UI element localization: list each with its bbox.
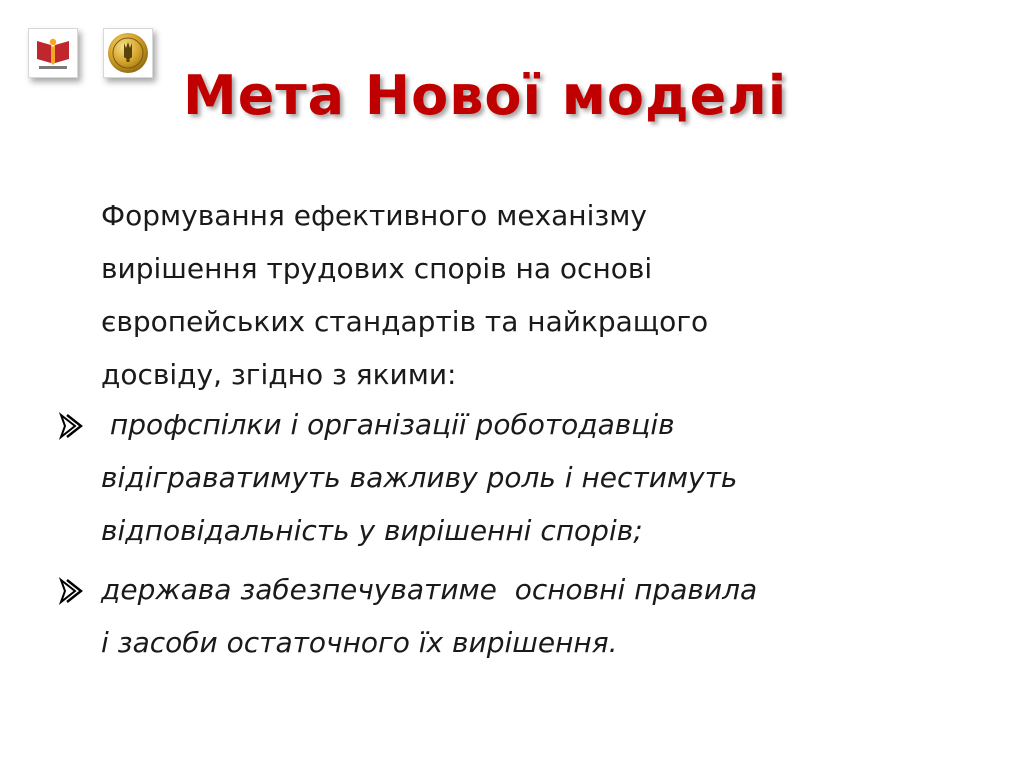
bullet-line: держава забезпечуватиме основні правила: [101, 573, 758, 606]
intro-line: європейських стандартів та найкращого: [101, 305, 709, 338]
bullet-line: відповідальність у вирішенні спорів;: [101, 514, 643, 547]
arrow-check-bullet-icon: [58, 412, 88, 440]
arrow-check-bullet-icon: [58, 577, 88, 605]
intro-paragraph: [101, 189, 961, 401]
bullet-line: профспілки і організації роботодавців: [101, 408, 675, 441]
slide-title: Мета Нової моделі: [183, 64, 788, 127]
seal-icon: [106, 31, 150, 75]
red-open-book-logo: [28, 28, 78, 78]
bullet-line: відіграватимуть важливу роль і нестимуть: [101, 461, 738, 494]
intro-line: Формування ефективного механізму: [101, 199, 647, 232]
open-book-icon: [33, 33, 73, 73]
intro-line: вирішення трудових спорів на основі: [101, 252, 653, 285]
intro-line: досвіду, згідно з якими:: [101, 358, 457, 391]
bullet-text: [101, 563, 757, 669]
gold-seal-logo: [103, 28, 153, 78]
bullet-text: [101, 398, 737, 557]
bullet-line: і засоби остаточного їх вирішення.: [101, 626, 618, 659]
